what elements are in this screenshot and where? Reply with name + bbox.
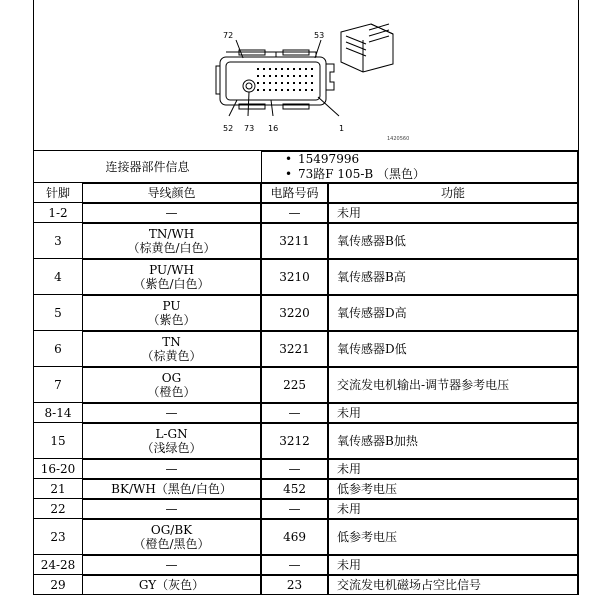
circuit-cell: — (261, 459, 328, 479)
wire-color-name: （橙色） (147, 385, 196, 399)
callout-1: 1 (339, 124, 345, 133)
pin-cell: 5 (34, 295, 82, 331)
wire-color-cell: GY（灰色） (82, 575, 261, 595)
table-row (34, 203, 578, 223)
pin-cell: 1-2 (34, 203, 82, 223)
callout-16: 16 (268, 124, 279, 133)
wire-color-name: （浅绿色） (141, 441, 202, 455)
function-cell: 交流发电机输出-调节器参考电压 (328, 367, 578, 403)
wire-code: OG (161, 371, 182, 385)
header-row (34, 183, 578, 203)
function-cell: 未用 (328, 403, 578, 423)
wire-color-cell (82, 423, 261, 459)
pin-cell: 3 (34, 223, 82, 259)
table-row (34, 519, 578, 555)
callout-52: 52 (223, 124, 234, 133)
circuit-cell: 3210 (261, 259, 328, 295)
wire-color-cell: — (82, 203, 261, 223)
pin-cell: 22 (34, 499, 82, 519)
header-pin: 针脚 (34, 183, 82, 203)
wire-code: TN (162, 335, 181, 349)
table-row (34, 295, 578, 331)
wire-code: PU (162, 299, 181, 313)
header-wire-color: 导线颜色 (82, 183, 261, 203)
wire-color-cell (82, 367, 261, 403)
header-circuit: 电路号码 (261, 183, 328, 203)
wire-color-name: （紫色） (147, 313, 196, 327)
wire-color-name: （棕黄色/白色） (127, 241, 216, 255)
function-cell: 未用 (328, 499, 578, 519)
connector-info-row (34, 151, 578, 183)
wire-code: L-GN (155, 427, 188, 441)
table-row (34, 223, 578, 259)
function-cell: 低参考电压 (328, 479, 578, 499)
pin-cell: 4 (34, 259, 82, 295)
function-cell: 未用 (328, 459, 578, 479)
connector-info-values (261, 151, 578, 183)
wire-color-cell: — (82, 459, 261, 479)
wire-code: OG/BK (150, 523, 193, 537)
circuit-cell: 469 (261, 519, 328, 555)
pin-cell: 24-28 (34, 555, 82, 575)
circuit-cell: — (261, 203, 328, 223)
wire-color-cell (82, 259, 261, 295)
connector-illustration (33, 0, 579, 150)
function-cell: 氧传感器B高 (328, 259, 578, 295)
table-row (34, 575, 578, 595)
circuit-cell: — (261, 499, 328, 519)
connector-info-label: 连接器部件信息 (34, 151, 261, 183)
circuit-cell: 3212 (261, 423, 328, 459)
circuit-cell: — (261, 555, 328, 575)
wire-color-cell (82, 295, 261, 331)
connector-document (33, 0, 579, 598)
table-row (34, 555, 578, 575)
pin-cell: 16-20 (34, 459, 82, 479)
wire-color-name: （橙色/黑色） (133, 537, 210, 551)
table-row (34, 367, 578, 403)
pin-cell: 21 (34, 479, 82, 499)
circuit-cell: 225 (261, 367, 328, 403)
table-row (34, 331, 578, 367)
wire-code: TN/WH (148, 227, 195, 241)
wire-color-cell (82, 331, 261, 367)
wire-color-name: （棕黄色） (141, 349, 202, 363)
wire-color-name: （紫色/白色） (133, 277, 210, 291)
circuit-cell: 3211 (261, 223, 328, 259)
pin-cell: 6 (34, 331, 82, 367)
table-row (34, 259, 578, 295)
header-function: 功能 (328, 183, 578, 203)
function-cell: 氧传感器B加热 (328, 423, 578, 459)
table-row (34, 423, 578, 459)
function-cell: 氧传感器D高 (328, 295, 578, 331)
pin-cell: 15 (34, 423, 82, 459)
function-cell: 氧传感器D低 (328, 331, 578, 367)
callout-53: 53 (314, 31, 325, 40)
circuit-cell: 452 (261, 479, 328, 499)
connector-description: • 73路F 105-B （黑色） (298, 167, 577, 182)
connector-diagram (33, 0, 579, 150)
wire-color-cell: — (82, 555, 261, 575)
table-row (34, 479, 578, 499)
function-cell: 未用 (328, 203, 578, 223)
wire-color-cell (82, 519, 261, 555)
function-cell: 低参考电压 (328, 519, 578, 555)
pin-cell: 8-14 (34, 403, 82, 423)
circuit-cell: 3220 (261, 295, 328, 331)
table-row (34, 459, 578, 479)
wire-color-cell: BK/WH（黑色/白色） (82, 479, 261, 499)
wire-color-cell: — (82, 499, 261, 519)
function-cell: 交流发电机磁场占空比信号 (328, 575, 578, 595)
pin-cell: 29 (34, 575, 82, 595)
function-cell: 氧传感器B低 (328, 223, 578, 259)
table-row (34, 403, 578, 423)
callout-73: 73 (244, 124, 255, 133)
pin-cell: 7 (34, 367, 82, 403)
pin-cell: 23 (34, 519, 82, 555)
table-row (34, 499, 578, 519)
circuit-cell: 23 (261, 575, 328, 595)
circuit-cell: 3221 (261, 331, 328, 367)
wire-color-cell: — (82, 403, 261, 423)
function-cell: 未用 (328, 555, 578, 575)
wire-color-cell (82, 223, 261, 259)
pinout-table (33, 150, 579, 595)
circuit-cell: — (261, 403, 328, 423)
wire-code: PU/WH (149, 263, 194, 277)
figure-id: 1420560 (387, 136, 410, 142)
callout-72: 72 (223, 31, 234, 40)
part-number: • 15497996 (298, 152, 577, 167)
